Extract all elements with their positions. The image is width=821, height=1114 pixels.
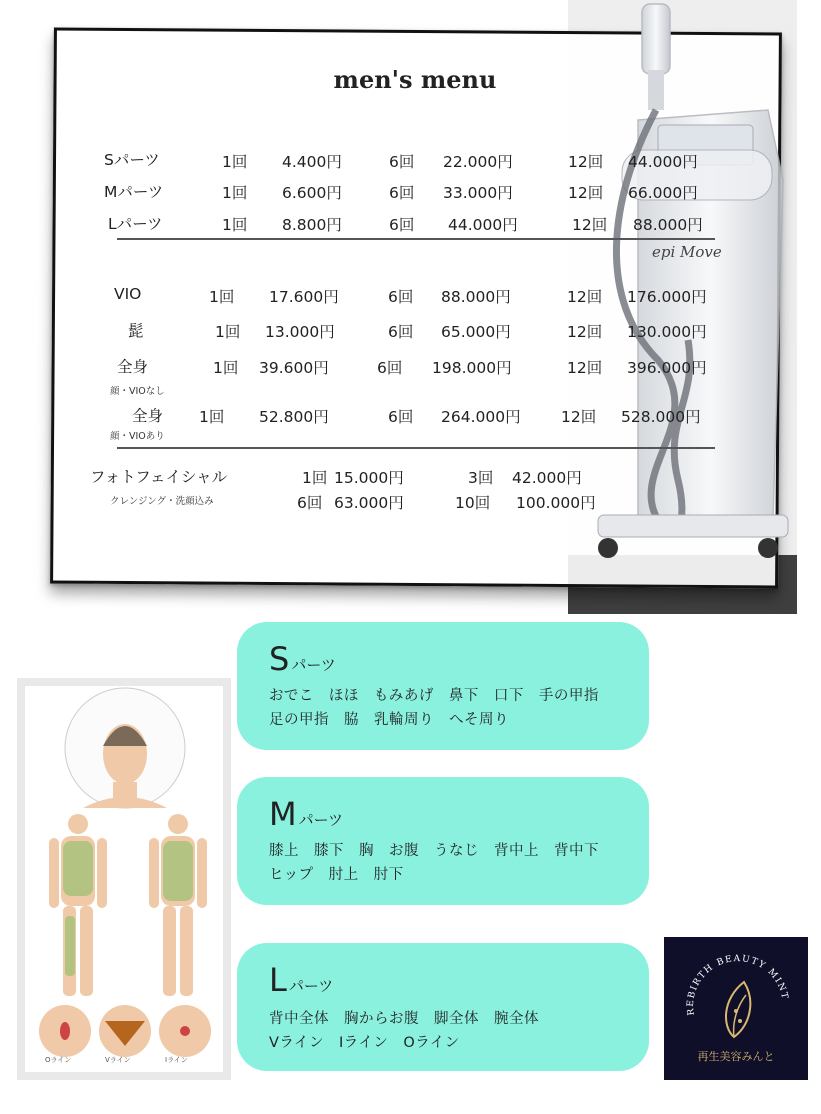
part-name: VIO bbox=[114, 285, 142, 303]
logo-caption: 再生美容みんと bbox=[697, 1050, 775, 1063]
price: 396.000円 bbox=[627, 359, 707, 377]
count: 1回 bbox=[222, 216, 248, 234]
price: 66.000円 bbox=[628, 184, 698, 202]
parts-line: おでこ ほほ もみあげ 鼻下 口下 手の甲指 bbox=[269, 688, 599, 704]
price: 88.000円 bbox=[441, 288, 511, 306]
diagram-label: Iライン bbox=[165, 1056, 188, 1064]
count: 6回 bbox=[388, 323, 414, 341]
price: 42.000円 bbox=[512, 469, 582, 487]
price: 130.000円 bbox=[627, 323, 707, 341]
parts-line: 膝上 膝下 胸 お腹 うなじ 背中上 背中下 bbox=[269, 843, 599, 859]
l-parts-card bbox=[237, 943, 649, 1071]
count: 12回 bbox=[568, 153, 604, 171]
part-name: 全身 bbox=[117, 358, 149, 376]
diagram-label: Oライン bbox=[45, 1056, 72, 1064]
divider bbox=[117, 238, 715, 240]
part-name: Mパーツ bbox=[104, 183, 164, 201]
count: 1回 bbox=[222, 184, 248, 202]
count: 1回 bbox=[222, 153, 248, 171]
count: 12回 bbox=[567, 359, 603, 377]
count: 6回 bbox=[389, 153, 415, 171]
part-name: 髭 bbox=[128, 322, 144, 340]
price: 8.800円 bbox=[282, 216, 342, 234]
parts-suffix: パーツ bbox=[288, 977, 334, 995]
parts-line: Vライン Iライン Oライン bbox=[269, 1035, 460, 1051]
facial-note: クレンジング・洗顔込み bbox=[110, 496, 214, 507]
price: 22.000円 bbox=[443, 153, 513, 171]
part-name: Lパーツ bbox=[108, 215, 163, 233]
price: 176.000円 bbox=[627, 288, 707, 306]
price: 6.600円 bbox=[282, 184, 342, 202]
count: 6回 bbox=[388, 288, 414, 306]
count: 12回 bbox=[572, 216, 608, 234]
price: 33.000円 bbox=[443, 184, 513, 202]
price: 4.400円 bbox=[282, 153, 342, 171]
price: 198.000円 bbox=[432, 359, 512, 377]
count: 6回 bbox=[389, 184, 415, 202]
price: 63.000円 bbox=[334, 494, 404, 512]
parts-suffix: パーツ bbox=[291, 656, 336, 674]
count: 1回 bbox=[302, 469, 328, 487]
diagram-label: Vライン bbox=[105, 1056, 131, 1064]
price: 65.000円 bbox=[441, 323, 511, 341]
price: 39.600円 bbox=[259, 359, 329, 377]
facial-name: フォトフェイシャル bbox=[90, 468, 228, 486]
s-parts-card bbox=[237, 622, 649, 750]
price: 52.800円 bbox=[259, 408, 329, 426]
menu-title: men's menu bbox=[333, 65, 497, 94]
parts-letter: M bbox=[269, 795, 297, 833]
svg-text:REBIRTH BEAUTY MINT bbox=[686, 954, 790, 1016]
price: 44.000円 bbox=[448, 216, 518, 234]
count: 3回 bbox=[468, 469, 494, 487]
machine-brand: epi Move bbox=[652, 243, 722, 261]
price: 528.000円 bbox=[621, 408, 701, 426]
count: 6回 bbox=[388, 408, 414, 426]
parts-suffix: パーツ bbox=[298, 811, 344, 829]
part-name: Sパーツ bbox=[104, 151, 160, 169]
logo-arc-text: REBIRTH BEAUTY MINT bbox=[685, 954, 790, 1016]
count: 6回 bbox=[389, 216, 415, 234]
m-parts-card bbox=[237, 777, 649, 905]
count: 12回 bbox=[567, 323, 603, 341]
price: 44.000円 bbox=[628, 153, 698, 171]
price: 100.000円 bbox=[516, 494, 596, 512]
count: 1回 bbox=[199, 408, 225, 426]
price: 13.000円 bbox=[265, 323, 335, 341]
count: 1回 bbox=[213, 359, 239, 377]
count: 10回 bbox=[455, 494, 491, 512]
divider bbox=[117, 447, 715, 449]
price: 264.000円 bbox=[441, 408, 521, 426]
part-name: 全身 bbox=[132, 407, 164, 425]
parts-letter: L bbox=[269, 961, 287, 999]
count: 1回 bbox=[215, 323, 241, 341]
count: 12回 bbox=[567, 288, 603, 306]
price: 17.600円 bbox=[269, 288, 339, 306]
parts-line: 背中全体 胸からお腹 脚全体 腕全体 bbox=[269, 1011, 539, 1027]
body-diagram bbox=[25, 686, 223, 1072]
parts-line: 足の甲指 脇 乳輪周り へそ周り bbox=[269, 712, 509, 728]
part-note: 顔・VIOなし bbox=[110, 386, 165, 397]
parts-letter: S bbox=[269, 640, 290, 678]
price: 88.000円 bbox=[633, 216, 703, 234]
count: 6回 bbox=[377, 359, 403, 377]
count: 1回 bbox=[209, 288, 235, 306]
parts-line: ヒップ 肘上 肘下 bbox=[269, 867, 404, 883]
count: 12回 bbox=[568, 184, 604, 202]
count: 6回 bbox=[297, 494, 323, 512]
part-note: 顔・VIOあり bbox=[110, 431, 165, 442]
count: 12回 bbox=[561, 408, 597, 426]
price: 15.000円 bbox=[334, 469, 404, 487]
